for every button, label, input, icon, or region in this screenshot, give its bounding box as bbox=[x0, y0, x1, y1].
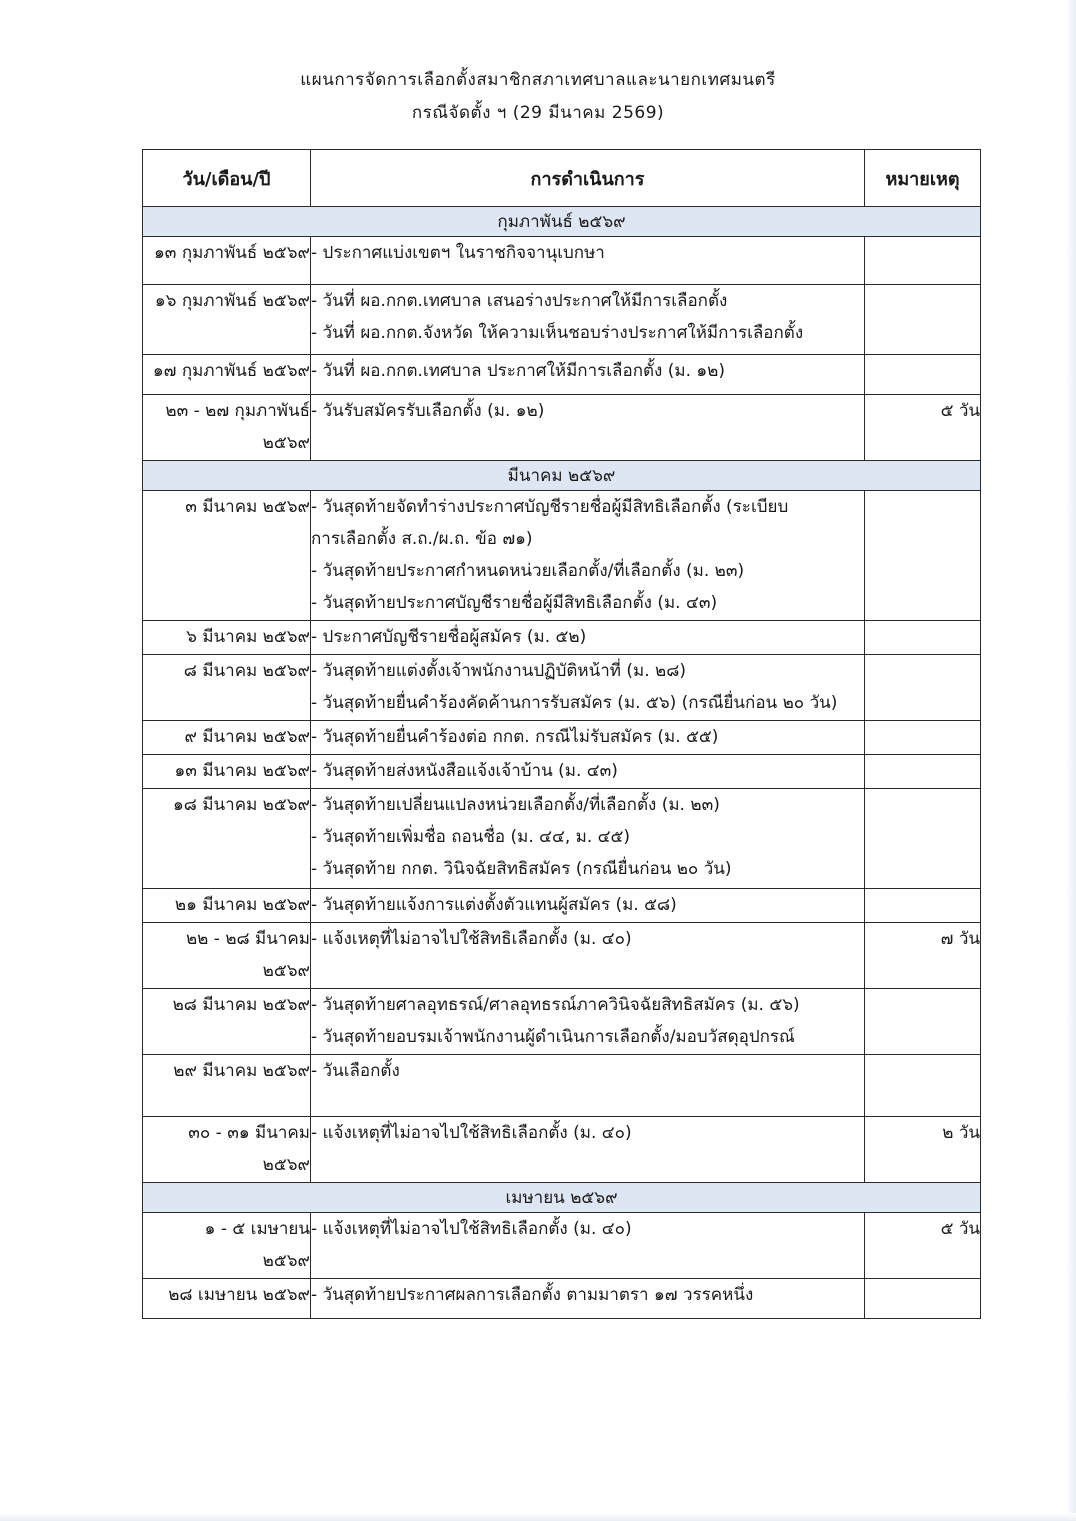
table-row bbox=[143, 789, 981, 889]
date-cell: ๙ มีนาคม ๒๕๖๙ bbox=[143, 721, 311, 755]
note-cell bbox=[865, 989, 981, 1055]
note-cell bbox=[865, 721, 981, 755]
table-row bbox=[143, 1055, 981, 1117]
action-cell bbox=[311, 655, 865, 721]
note-cell bbox=[865, 755, 981, 789]
header-date: วัน/เดือน/ปี bbox=[143, 150, 311, 207]
table-row bbox=[143, 721, 981, 755]
action-line: - วันสุดท้ายศาลอุทธรณ์/ศาลอุทธรณ์ภาควินิจฉัยสิทธิสมัคร (ม. ๕๖) bbox=[311, 995, 800, 1015]
action-cell bbox=[311, 237, 865, 285]
action-line: - วันสุดท้ายยื่นคำร้องคัดค้านการรับสมัคร (ม. ๕๖) (กรณียื่นก่อน ๒๐ วัน) bbox=[311, 693, 838, 713]
note-cell bbox=[865, 789, 981, 889]
note-cell bbox=[865, 491, 981, 621]
date-cell: ๓๐ - ๓๑ มีนาคม ๒๕๖๙ bbox=[143, 1117, 311, 1183]
action-cell bbox=[311, 491, 865, 621]
action-cell bbox=[311, 755, 865, 789]
table-row bbox=[143, 1117, 981, 1183]
note-cell bbox=[865, 655, 981, 721]
action-line: - วันสุดท้ายอบรมเจ้าพนักงานผู้ดำเนินการเลือกตั้ง/มอบวัสดุอุปกรณ์ bbox=[311, 1027, 795, 1047]
table-row bbox=[143, 1213, 981, 1279]
date-cell: ๑๘ มีนาคม ๒๕๖๙ bbox=[143, 789, 311, 889]
action-cell bbox=[311, 989, 865, 1055]
header-note: หมายเหตุ bbox=[865, 150, 981, 207]
table-row bbox=[143, 655, 981, 721]
action-cell bbox=[311, 1055, 865, 1117]
action-line: - ประกาศบัญชีรายชื่อผู้สมัคร (ม. ๕๒) bbox=[311, 627, 587, 647]
action-cell bbox=[311, 721, 865, 755]
month-label: เมษายน ๒๕๖๙ bbox=[143, 1183, 981, 1213]
date-cell: ๒๑ มีนาคม ๒๕๖๙ bbox=[143, 889, 311, 923]
action-line: - วันสุดท้ายประกาศกำหนดหน่วยเลือกตั้ง/ที่เลือกตั้ง (ม. ๒๓) bbox=[311, 561, 745, 581]
action-line: - วันสุดท้ายจัดทำร่างประกาศบัญชีรายชื่อผู้มีสิทธิเลือกตั้ง (ระเบียบ bbox=[311, 497, 789, 517]
date-cell: ๒๒ - ๒๘ มีนาคม ๒๕๖๙ bbox=[143, 923, 311, 989]
action-line: - แจ้งเหตุที่ไม่อาจไปใช้สิทธิเลือกตั้ง (ม. ๔๐) bbox=[311, 1123, 632, 1143]
action-cell bbox=[311, 1279, 865, 1319]
action-line: - วันสุดท้ายประกาศบัญชีรายชื่อผู้มีสิทธิเลือกตั้ง (ม. ๔๓) bbox=[311, 593, 718, 613]
date-cell: ๖ มีนาคม ๒๕๖๙ bbox=[143, 621, 311, 655]
note-cell bbox=[865, 1055, 981, 1117]
table-row bbox=[143, 989, 981, 1055]
table-row bbox=[143, 621, 981, 655]
date-cell: ๘ มีนาคม ๒๕๖๙ bbox=[143, 655, 311, 721]
table-row bbox=[143, 755, 981, 789]
action-line: - วันสุดท้ายประกาศผลการเลือกตั้ง ตามมาตรา ๑๗ วรรคหนึ่ง bbox=[311, 1285, 754, 1305]
header-action: การดำเนินการ bbox=[311, 150, 865, 207]
date-cell: ๒๘ มีนาคม ๒๕๖๙ bbox=[143, 989, 311, 1055]
note-cell: ๒ วัน bbox=[865, 1117, 981, 1183]
month-header-row bbox=[143, 207, 981, 237]
table-row bbox=[143, 237, 981, 285]
action-cell bbox=[311, 789, 865, 889]
note-cell bbox=[865, 889, 981, 923]
month-header-row bbox=[143, 461, 981, 491]
date-cell: ๑๖ กุมภาพันธ์ ๒๕๖๙ bbox=[143, 285, 311, 355]
date-cell: ๒๙ มีนาคม ๒๕๖๙ bbox=[143, 1055, 311, 1117]
action-line: - วันสุดท้ายแต่งตั้งเจ้าพนักงานปฏิบัติหน้าที่ (ม. ๒๘) bbox=[311, 661, 686, 681]
action-cell bbox=[311, 355, 865, 395]
date-cell: ๑ - ๕ เมษายน ๒๕๖๙ bbox=[143, 1213, 311, 1279]
action-line: - วันที่ ผอ.กกต.เทศบาล เสนอร่างประกาศให้มีการเลือกตั้ง bbox=[311, 291, 728, 311]
action-line: - ประกาศแบ่งเขตฯ ในราชกิจจานุเบกษา bbox=[311, 243, 605, 263]
date-cell: ๑๓ มีนาคม ๒๕๖๙ bbox=[143, 755, 311, 789]
action-line: - วันสุดท้ายเพิ่มชื่อ ถอนชื่อ (ม. ๔๔, ม. ๔๕) bbox=[311, 827, 631, 847]
date-cell: ๑๗ กุมภาพันธ์ ๒๕๖๙ bbox=[143, 355, 311, 395]
table-row bbox=[143, 889, 981, 923]
action-cell bbox=[311, 621, 865, 655]
action-line: - วันสุดท้ายแจ้งการแต่งตั้งตัวแทนผู้สมัคร (ม. ๕๘) bbox=[311, 895, 677, 915]
action-line: การเลือกตั้ง ส.ถ./ผ.ถ. ข้อ ๗๑) bbox=[311, 529, 533, 549]
action-line: - วันสุดท้ายยื่นคำร้องต่อ กกต. กรณีไม่รับสมัคร (ม. ๕๕) bbox=[311, 727, 719, 747]
table-header-row bbox=[143, 150, 981, 207]
note-cell bbox=[865, 355, 981, 395]
action-line: - วันเลือกตั้ง bbox=[311, 1061, 400, 1081]
action-cell bbox=[311, 285, 865, 355]
note-cell bbox=[865, 621, 981, 655]
date-cell: ๒๘ เมษายน ๒๕๖๙ bbox=[143, 1279, 311, 1319]
month-label: กุมภาพันธ์ ๒๕๖๙ bbox=[143, 207, 981, 237]
action-line: - วันสุดท้ายส่งหนังสือแจ้งเจ้าบ้าน (ม. ๔๓) bbox=[311, 761, 618, 781]
action-cell bbox=[311, 1117, 865, 1183]
action-line: - วันสุดท้าย กกต. วินิจฉัยสิทธิสมัคร (กรณียื่นก่อน ๒๐ วัน) bbox=[311, 859, 732, 879]
date-cell: ๑๓ กุมภาพันธ์ ๒๕๖๙ bbox=[143, 237, 311, 285]
table-row bbox=[143, 285, 981, 355]
action-line: - แจ้งเหตุที่ไม่อาจไปใช้สิทธิเลือกตั้ง (ม. ๔๐) bbox=[311, 1219, 632, 1239]
table-row bbox=[143, 395, 981, 461]
action-line: - วันที่ ผอ.กกต.เทศบาล ประกาศให้มีการเลือกตั้ง (ม. ๑๒) bbox=[311, 361, 726, 381]
note-cell bbox=[865, 237, 981, 285]
action-cell bbox=[311, 923, 865, 989]
page-edge-shadow-bottom bbox=[0, 1513, 1076, 1521]
action-line: - วันรับสมัครรับเลือกตั้ง (ม. ๑๒) bbox=[311, 401, 545, 421]
table-row bbox=[143, 355, 981, 395]
action-cell bbox=[311, 889, 865, 923]
note-cell bbox=[865, 1279, 981, 1319]
action-line: - แจ้งเหตุที่ไม่อาจไปใช้สิทธิเลือกตั้ง (ม. ๔๐) bbox=[311, 929, 632, 949]
table-row bbox=[143, 1279, 981, 1319]
table-body bbox=[143, 207, 981, 1319]
date-cell: ๓ มีนาคม ๒๕๖๙ bbox=[143, 491, 311, 621]
action-cell bbox=[311, 1213, 865, 1279]
action-cell bbox=[311, 395, 865, 461]
table-row bbox=[143, 491, 981, 621]
document-subtitle: กรณีจัดตั้ง ฯ (29 มีนาคม 2569) bbox=[411, 103, 665, 123]
action-line: - วันสุดท้ายเปลี่ยนแปลงหน่วยเลือกตั้ง/ที่เลือกตั้ง (ม. ๒๓) bbox=[311, 795, 720, 815]
note-cell: ๗ วัน bbox=[865, 923, 981, 989]
page-edge-shadow-right bbox=[1066, 0, 1076, 1521]
date-cell: ๒๓ - ๒๗ กุมภาพันธ์ ๒๕๖๙ bbox=[143, 395, 311, 461]
election-schedule-table bbox=[142, 149, 981, 1319]
document-title: แผนการจัดการเลือกตั้งสมาชิกสภาเทศบาลและนายกเทศมนตรี bbox=[300, 70, 776, 90]
note-cell bbox=[865, 285, 981, 355]
note-cell: ๕ วัน bbox=[865, 395, 981, 461]
note-cell: ๕ วัน bbox=[865, 1213, 981, 1279]
month-header-row bbox=[143, 1183, 981, 1213]
action-line: - วันที่ ผอ.กกต.จังหวัด ให้ความเห็นชอบร่างประกาศให้มีการเลือกตั้ง bbox=[311, 323, 804, 343]
table-row bbox=[143, 923, 981, 989]
month-label: มีนาคม ๒๕๖๙ bbox=[143, 461, 981, 491]
